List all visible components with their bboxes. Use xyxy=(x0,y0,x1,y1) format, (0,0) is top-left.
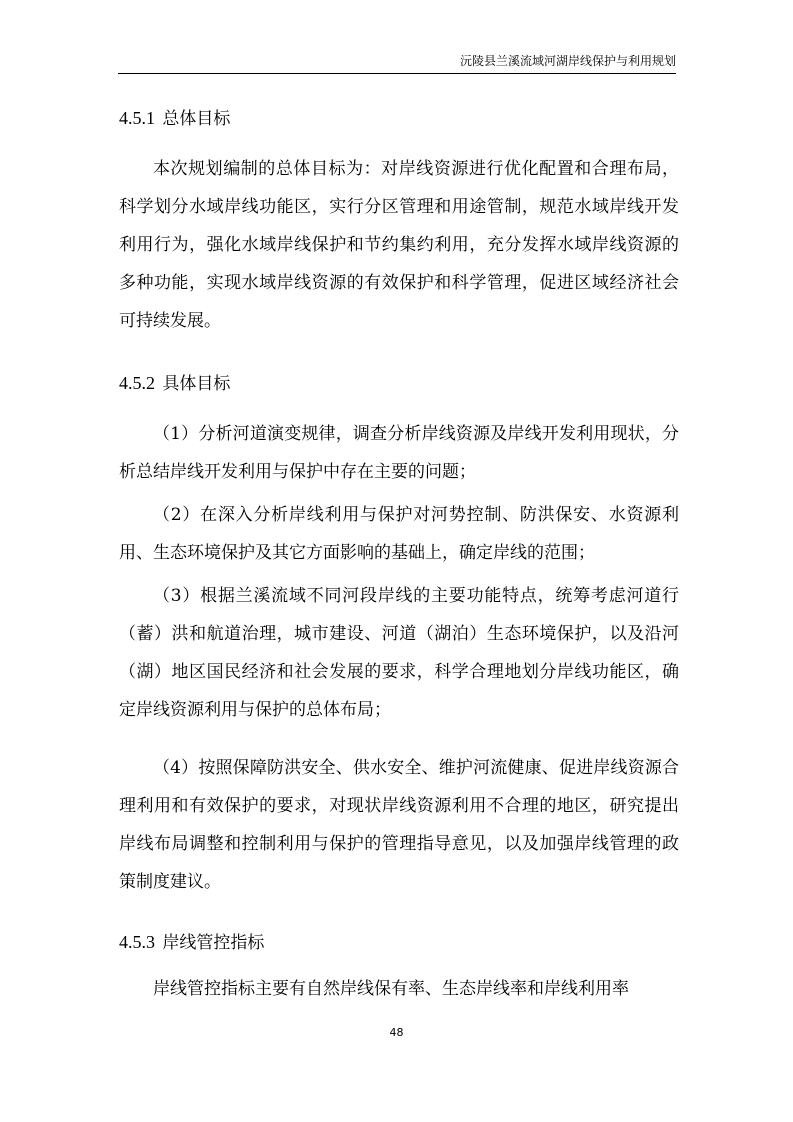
section-number: 4.5.2 xyxy=(119,373,155,393)
section-heading-4-5-2 xyxy=(119,371,230,396)
section-number: 4.5.3 xyxy=(119,932,155,952)
paragraph: （1）分析河道演变规律，调查分析岸线资源及岸线开发利用现状，分析总结岸线开发利用与保护中存在主要的问题； xyxy=(119,424,679,482)
section-heading-4-5-1 xyxy=(119,106,230,131)
paragraph: 本次规划编制的总体目标为：对岸线资源进行优化配置和合理布局，科学划分水域岸线功能区，实行分区管理和用途管制，规范水域岸线开发利用行为，强化水域岸线保护和节约集约利用，充分发挥水域岸线资源的多种功能，实现水域岸线资源的有效保护和科学管理，促进区域经济社会可持续发展。 xyxy=(119,159,679,331)
running-header: 沅陵县兰溪流域河湖岸线保护与利用规划 xyxy=(459,54,676,68)
section-heading-4-5-3 xyxy=(119,930,264,955)
header-rule xyxy=(118,73,676,74)
page-number: 48 xyxy=(389,1026,404,1039)
paragraph: （2）在深入分析岸线利用与保护对河势控制、防洪保安、水资源利用、生态环境保护及其它方面影响的基础上，确定岸线的范围； xyxy=(119,505,679,563)
paragraph: （3）根据兰溪流域不同河段岸线的主要功能特点，统筹考虑河道行（蓄）洪和航道治理，城市建设、河道（湖泊）生态环境保护，以及沿河（湖）地区国民经济和社会发展的要求，科学合理地划分岸线功能区，确定岸线资源利用与保护的总体布局； xyxy=(119,586,679,720)
section-number: 4.5.1 xyxy=(119,108,155,128)
section-title: 具体目标 xyxy=(162,374,231,394)
section-title: 岸线管控指标 xyxy=(162,933,265,953)
paragraph: 岸线管控指标主要有自然岸线保有率、生态岸线率和岸线利用率 xyxy=(153,979,629,999)
section-title: 总体目标 xyxy=(162,109,231,129)
paragraph: （4）按照保障防洪安全、供水安全、维护河流健康、促进岸线资源合理利用和有效保护的要求，对现状岸线资源利用不合理的地区，研究提出岸线布局调整和控制利用与保护的管理指导意见，以及加强岸线管理的政策制度建议。 xyxy=(119,758,679,892)
